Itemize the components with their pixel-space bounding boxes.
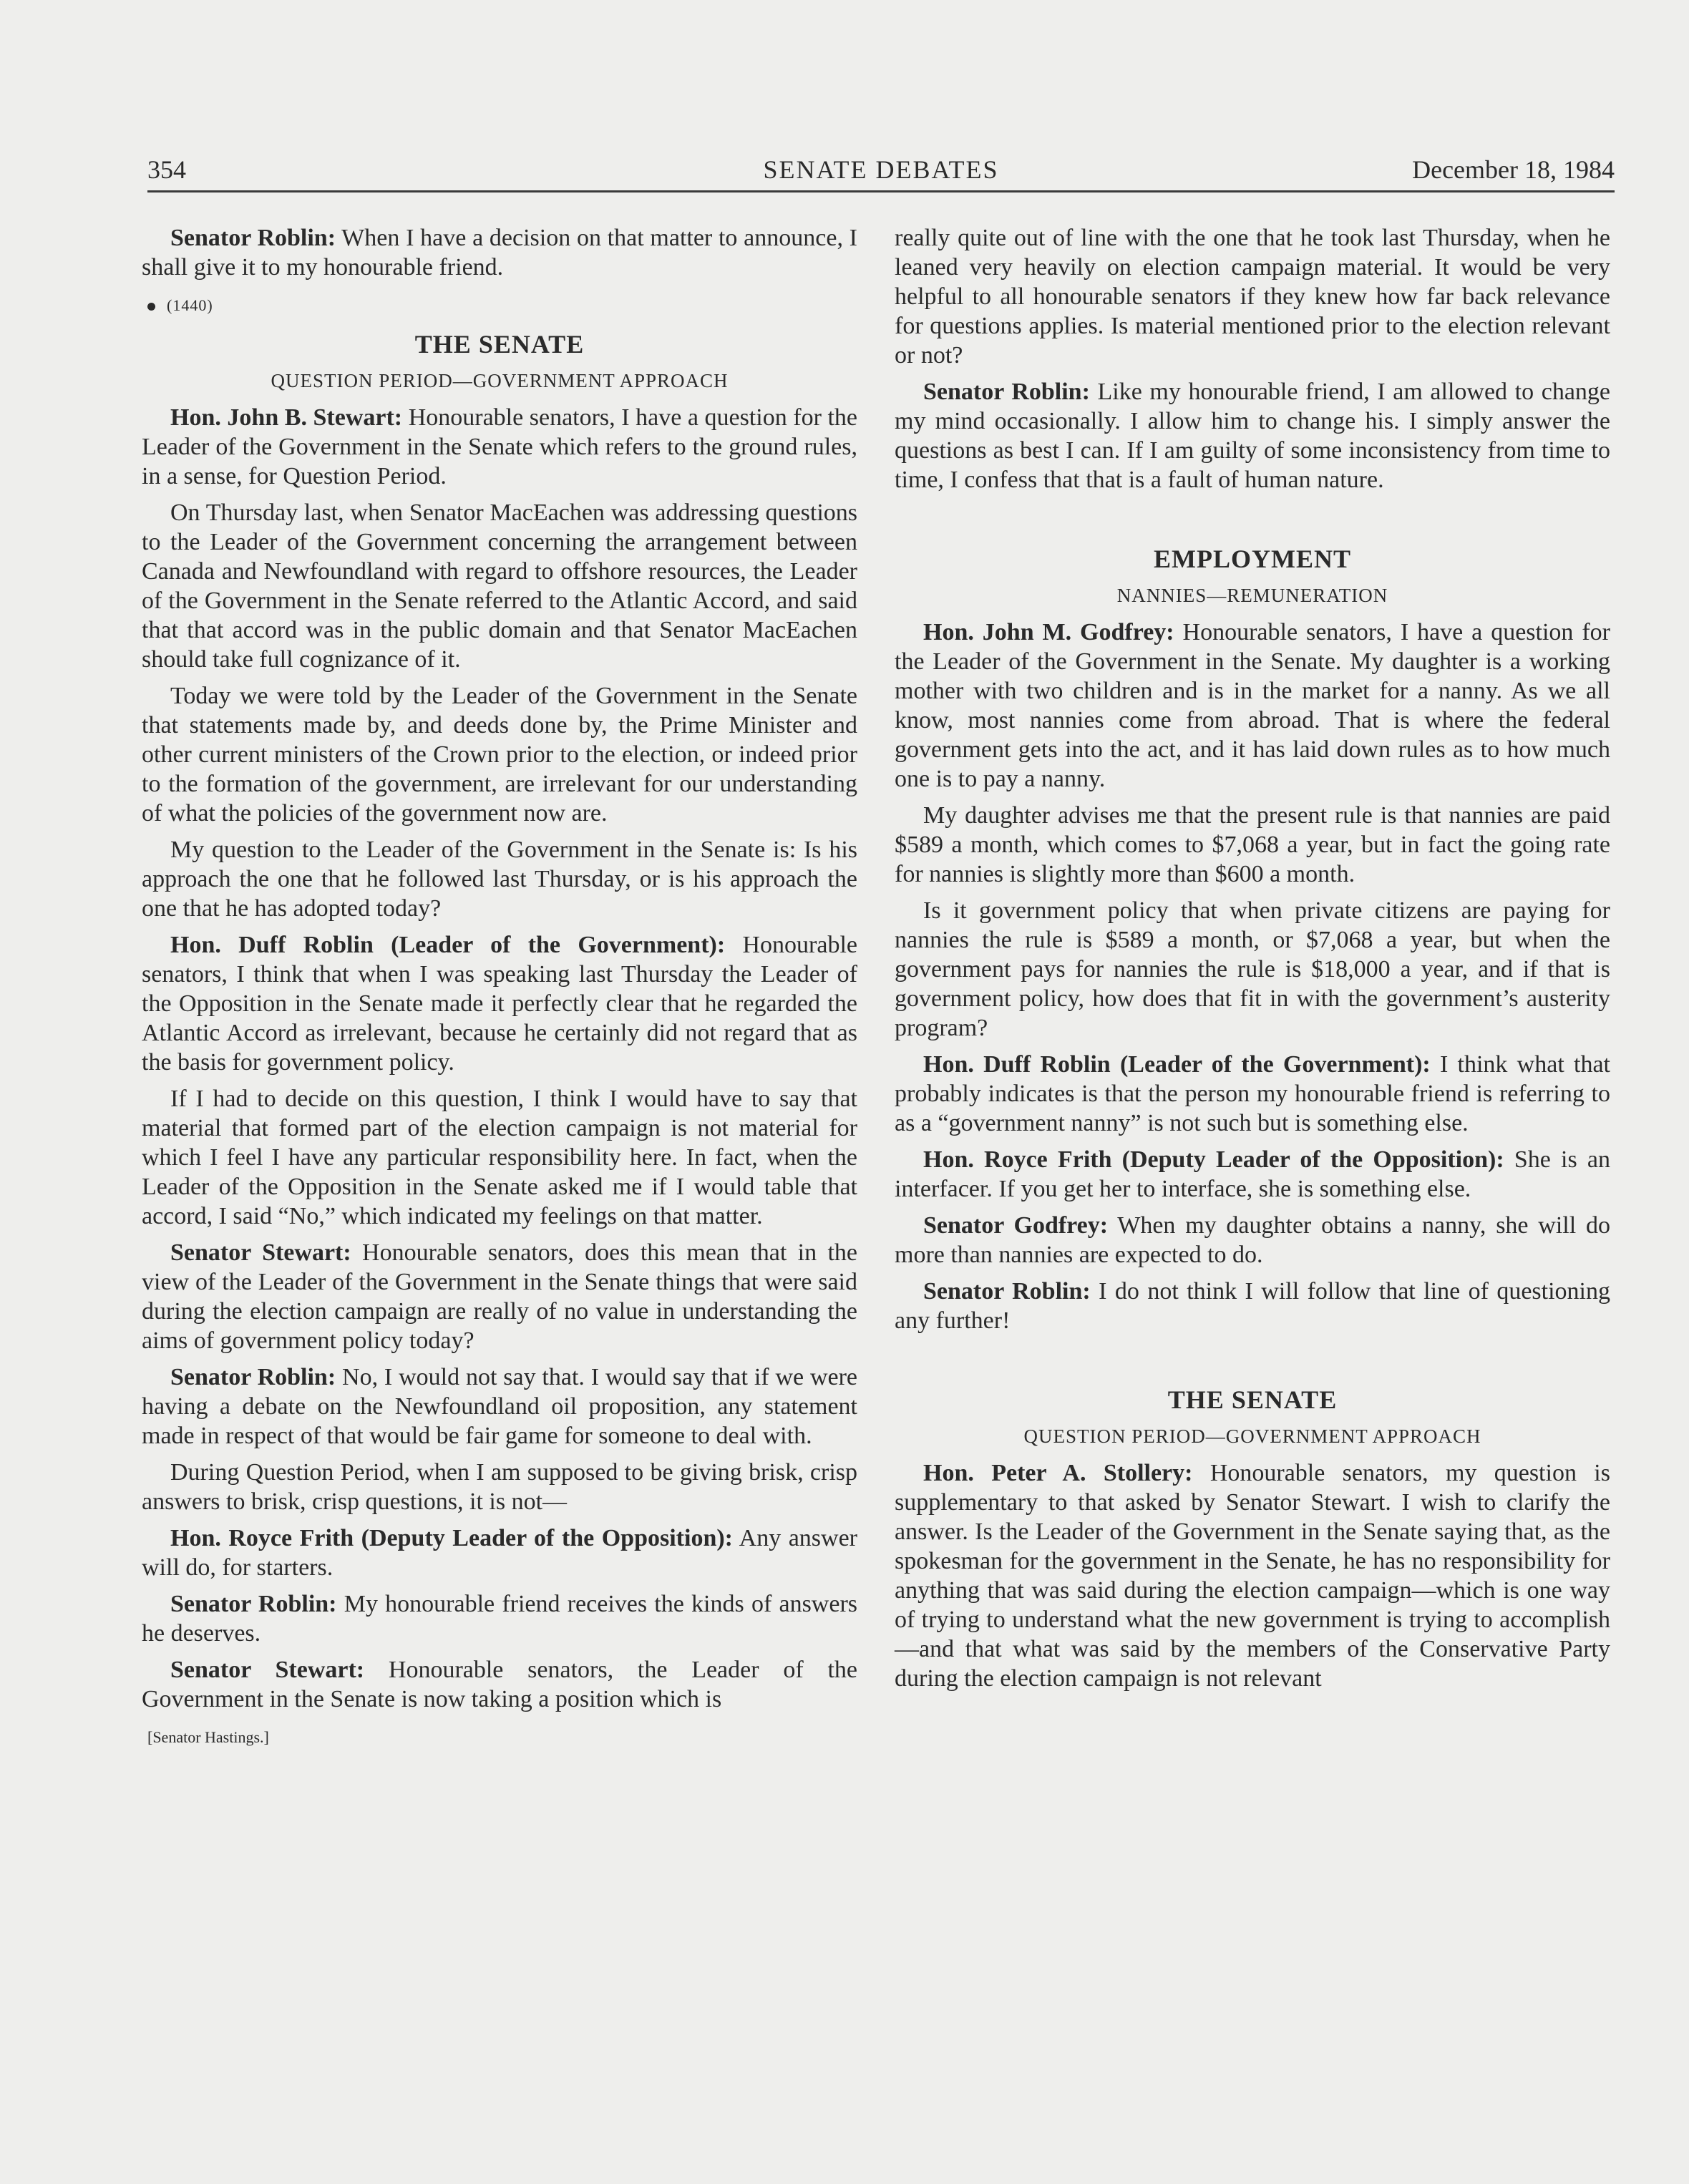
paragraph: If I had to decide on this question, I think I would have to say that material that formed part of the election campaign is not material for which I feel I have any particular responsibility here. In fact, when the Leader of the Opposition in the Senate asked me if I would table that accord, I said “No,” which indicated my feelings on that matter.: [142, 1086, 857, 1229]
paragraph: Senator Stewart: Honourable senators, the Leader of the Government in the Senate is now taking a position which is: [142, 1657, 857, 1712]
paragraph: Senator Godfrey: When my daughter obtains a nanny, she will do more than nannies are expected to do.: [895, 1212, 1610, 1268]
paragraph: Senator Roblin: My honourable friend receives the kinds of answers he deserves.: [142, 1591, 857, 1647]
page-number: 354: [147, 155, 186, 184]
speaker-name: Senator Stewart:: [170, 1657, 365, 1683]
speaker-name: Hon. John M. Godfrey:: [923, 619, 1174, 645]
paragraph: Hon. Royce Frith (Deputy Leader of the Opposition): She is an interfacer. If you get her to interface, she is something else.: [895, 1146, 1610, 1202]
speaker-name: Senator Roblin:: [923, 1278, 1091, 1305]
paragraph: Hon. Peter A. Stollery: Honourable senators, my question is supplementary to that asked by Senator Stewart. I wish to clarify the answer. Is the Leader of the Government in the Senate saying that, as the spokesman for the government in the Senate, he has no responsibility for anything that was said during the election campaign—which is one way of trying to understand what the new government is trying to accomplish—and that what was said by the members of the Conservative Party during the election campaign is not relevant: [895, 1460, 1610, 1692]
right-column: [895, 223, 1610, 1700]
section-subheading: NANNIES—REMUNERATION: [1116, 585, 1388, 606]
speaker-name: Hon. Duff Roblin (Leader of the Government):: [923, 1051, 1431, 1078]
paragraph: Hon. John B. Stewart: Honourable senators, I have a question for the Leader of the Government in the Senate which refers to the ground rules, in a sense, for Question Period.: [142, 404, 857, 489]
paragraph: Hon. Duff Roblin (Leader of the Government): Honourable senators, I think that when I was speaking last Thursday the Leader of the Opposition in the Senate made it perfectly clear that he regarded the Atlantic Accord as irrelevant, because he certainly did not regard that as the basis for government policy.: [142, 932, 857, 1076]
paragraph: Senator Roblin: Like my honourable friend, I am allowed to change my mind occasionally. I allow him to change his. I simply answer the questions as best I can. If I am guilty of some inconsistency from time to time, I confess that that is a fault of human nature.: [895, 379, 1610, 493]
paragraph: Today we were told by the Leader of the Government in the Senate that statements made by, and deeds done by, the Prime Minister and other current ministers of the Crown prior to the election, or indeed prior to the formation of the government, are irrelevant for our understanding of what the policies of the government now are.: [142, 683, 857, 827]
time-marker: (1440): [147, 291, 857, 320]
issue-date: December 18, 1984: [1412, 155, 1615, 184]
page-footnote: [Senator Hastings.]: [147, 1728, 269, 1746]
paragraph: My daughter advises me that the present rule is that nannies are paid $589 a month, which comes to $7,068 a year, but in fact the going rate for nannies is slightly more than $600 a month.: [895, 802, 1610, 887]
speaker-name: Senator Roblin:: [170, 1364, 336, 1390]
speaker-name: Senator Godfrey:: [923, 1212, 1109, 1239]
section-heading: THE SENATE: [414, 330, 585, 359]
paragraph: Senator Roblin: No, I would not say that. I would say that if we were having a debate on the Newfoundland oil proposition, any statement made in respect of that would be fair game for someone to deal with.: [142, 1364, 857, 1449]
paragraph: On Thursday last, when Senator MacEachen was addressing questions to the Leader of the Government concerning the arrangement between Canada and Newfoundland with regard to offshore resources, the Leader of the Government in the Senate referred to the Atlantic Accord, and said that that accord was in the public domain and that Senator MacEachen should take full cognizance of it.: [142, 499, 857, 673]
paragraph: Hon. Royce Frith (Deputy Leader of the Opposition): Any answer will do, for starters.: [142, 1525, 857, 1581]
speaker-name: Hon. Royce Frith (Deputy Leader of the Opposition):: [923, 1146, 1504, 1173]
paragraph: Is it government policy that when private citizens are paying for nannies the rule is $589 a month, or $7,068 a year, but when the government pays for nannies the rule is $18,000 a year, and if that is government policy, how does that fit in with the government’s austerity program?: [895, 897, 1610, 1041]
running-header: [147, 155, 1615, 192]
paragraph: My question to the Leader of the Government in the Senate is: Is his approach the one that he followed last Thursday, or is his approach the one that he has adopted today?: [142, 837, 857, 922]
speaker-name: Hon. Duff Roblin (Leader of the Government):: [170, 932, 726, 958]
paragraph: Senator Roblin: When I have a decision on that matter to announce, I shall give it to my honourable friend.: [142, 225, 858, 281]
left-column: [142, 223, 857, 1752]
paragraph: really quite out of line with the one that he took last Thursday, when he leaned very heavily on election campaign material. It would be very helpful to all honourable senators if they knew how far back relevance for questions applies. Is material mentioned prior to the election relevant or not?: [895, 225, 1610, 369]
paragraph: During Question Period, when I am supposed to be giving brisk, crisp answers to brisk, crisp questions, it is not—: [142, 1459, 857, 1515]
section-subheading: QUESTION PERIOD—GOVERNMENT APPROACH: [271, 370, 729, 391]
speaker-name: Senator Roblin:: [170, 1591, 337, 1617]
speaker-name: Senator Stewart:: [170, 1239, 351, 1266]
section-subheading: QUESTION PERIOD—GOVERNMENT APPROACH: [1023, 1425, 1481, 1447]
spacer: [895, 1342, 1610, 1375]
spacer: [895, 502, 1610, 535]
bullet-icon: [147, 303, 155, 311]
speaker-name: Hon. Peter A. Stollery:: [923, 1460, 1193, 1486]
speaker-name: Hon. Royce Frith (Deputy Leader of the Opposition):: [170, 1525, 733, 1551]
speaker-name: Hon. John B. Stewart:: [170, 404, 403, 431]
paragraph: Senator Stewart: Honourable senators, does this mean that in the view of the Leader of the Government in the Senate things that were said during the election campaign are really of no value in understanding the aims of government policy today?: [142, 1239, 857, 1354]
paragraph: Senator Roblin: I do not think I will follow that line of questioning any further!: [895, 1278, 1610, 1334]
section-heading: THE SENATE: [1167, 1385, 1338, 1414]
section-heading: EMPLOYMENT: [1154, 545, 1351, 573]
paragraph: Hon. John M. Godfrey: Honourable senators, I have a question for the Leader of the Government in the Senate. My daughter is a working mother with two children and is in the market for a nanny. As we all know, most nannies come from abroad. That is where the federal government gets into the act, and it has laid down rules as to how much one is to pay a nanny.: [895, 619, 1610, 792]
speaker-name: Senator Roblin:: [170, 225, 336, 251]
publication-title: SENATE DEBATES: [763, 155, 999, 184]
paragraph: Hon. Duff Roblin (Leader of the Government): I think what that probably indicates is that the person my honourable friend is referring to as a “government nanny” is not such but is something else.: [895, 1051, 1610, 1136]
speaker-name: Senator Roblin:: [923, 379, 1090, 405]
